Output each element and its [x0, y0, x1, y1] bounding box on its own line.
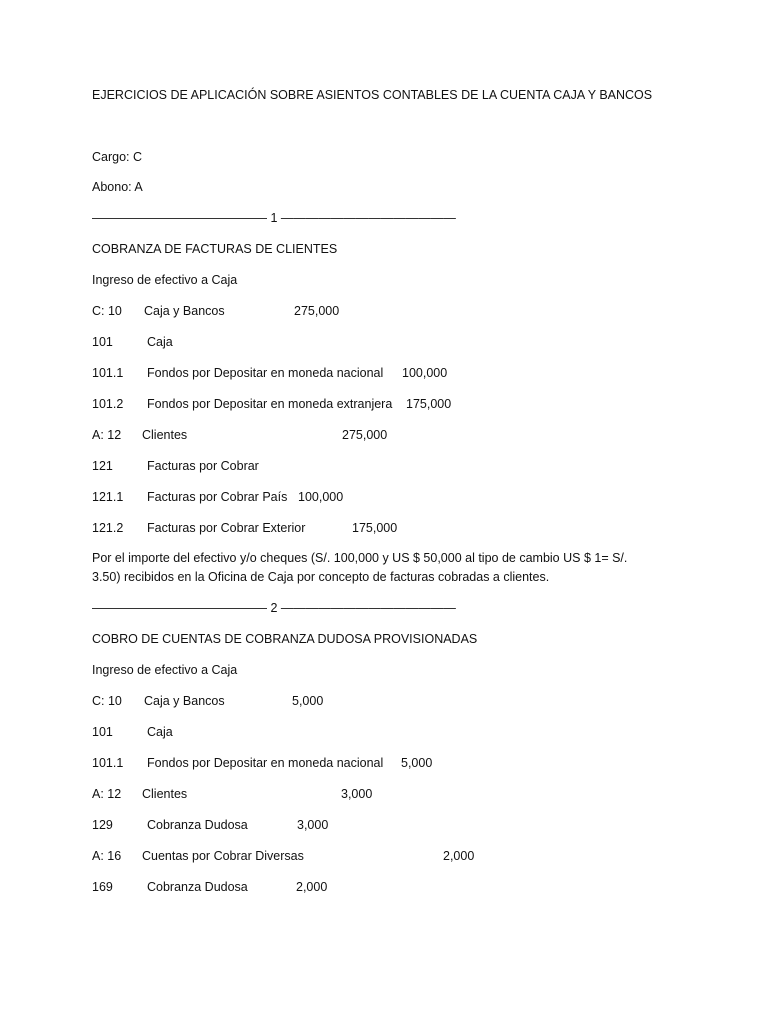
- account-amount: 275,000: [342, 428, 388, 442]
- account-code: C: 10: [92, 304, 122, 318]
- account-code: 101.2: [92, 397, 124, 411]
- account-code: 121.2: [92, 521, 124, 535]
- account-name: Fondos por Depositar en moneda nacional: [147, 756, 384, 770]
- account-amount: 175,000: [406, 397, 452, 411]
- account-code: 121: [92, 459, 113, 473]
- account-amount: 2,000: [296, 880, 328, 894]
- account-name: Fondos por Depositar en moneda nacional: [147, 366, 384, 380]
- document-title: EJERCICIOS DE APLICACIÓN SOBRE ASIENTOS CONTABLES DE LA CUENTA CAJA Y BANCOS: [92, 88, 653, 102]
- account-code: 101.1: [92, 756, 124, 770]
- account-name: Cobranza Dudosa: [147, 880, 248, 894]
- account-code: C: 10: [92, 694, 122, 708]
- account-amount: 3,000: [341, 787, 373, 801]
- entry-description: Por el importe del efectivo y/o cheques (S/. 100,000 y US $ 50,000 al tipo de cambio US $ 1= S/. 3.50) recibidos en la Oficina de Caja por concepto de facturas cobradas a clientes.: [92, 551, 628, 584]
- account-code: 101: [92, 725, 113, 739]
- account-code: A: 12: [92, 787, 122, 801]
- section-1-separator: —————————————— 1 ——————————————: [92, 211, 456, 225]
- section-1-subheading: Ingreso de efectivo a Caja: [92, 273, 238, 287]
- account-name: Caja: [147, 335, 173, 349]
- account-code: A: 12: [92, 428, 122, 442]
- account-name: Caja: [147, 725, 173, 739]
- account-amount: 175,000: [352, 521, 398, 535]
- account-name: Clientes: [142, 787, 188, 801]
- account-name: Clientes: [142, 428, 188, 442]
- cargo-legend: Cargo: C: [92, 150, 143, 164]
- account-name: Cuentas por Cobrar Diversas: [142, 849, 304, 863]
- account-amount: 3,000: [297, 818, 329, 832]
- abono-legend: Abono: A: [92, 180, 143, 194]
- account-name: Facturas por Cobrar: [147, 459, 259, 473]
- account-amount: 5,000: [292, 694, 324, 708]
- account-name: Caja y Bancos: [144, 304, 225, 318]
- account-code: A: 16: [92, 849, 122, 863]
- section-1-heading: COBRANZA DE FACTURAS DE CLIENTES: [92, 242, 338, 256]
- account-code: 129: [92, 818, 113, 832]
- account-name: Facturas por Cobrar Exterior: [147, 521, 306, 535]
- account-amount: 2,000: [443, 849, 475, 863]
- account-code: 169: [92, 880, 113, 894]
- account-name: Cobranza Dudosa: [147, 818, 248, 832]
- account-amount: 100,000: [298, 490, 344, 504]
- account-name: Facturas por Cobrar País: [147, 490, 288, 504]
- section-2-heading: COBRO DE CUENTAS DE COBRANZA DUDOSA PROVISIONADAS: [92, 632, 478, 646]
- account-amount: 275,000: [294, 304, 340, 318]
- account-code: 121.1: [92, 490, 124, 504]
- account-code: 101: [92, 335, 113, 349]
- section-2-separator: —————————————— 2 ——————————————: [92, 601, 456, 615]
- account-name: Caja y Bancos: [144, 694, 225, 708]
- account-code: 101.1: [92, 366, 124, 380]
- section-2-subheading: Ingreso de efectivo a Caja: [92, 663, 238, 677]
- account-amount: 100,000: [402, 366, 448, 380]
- account-name: Fondos por Depositar en moneda extranjera: [147, 397, 393, 411]
- account-amount: 5,000: [401, 756, 433, 770]
